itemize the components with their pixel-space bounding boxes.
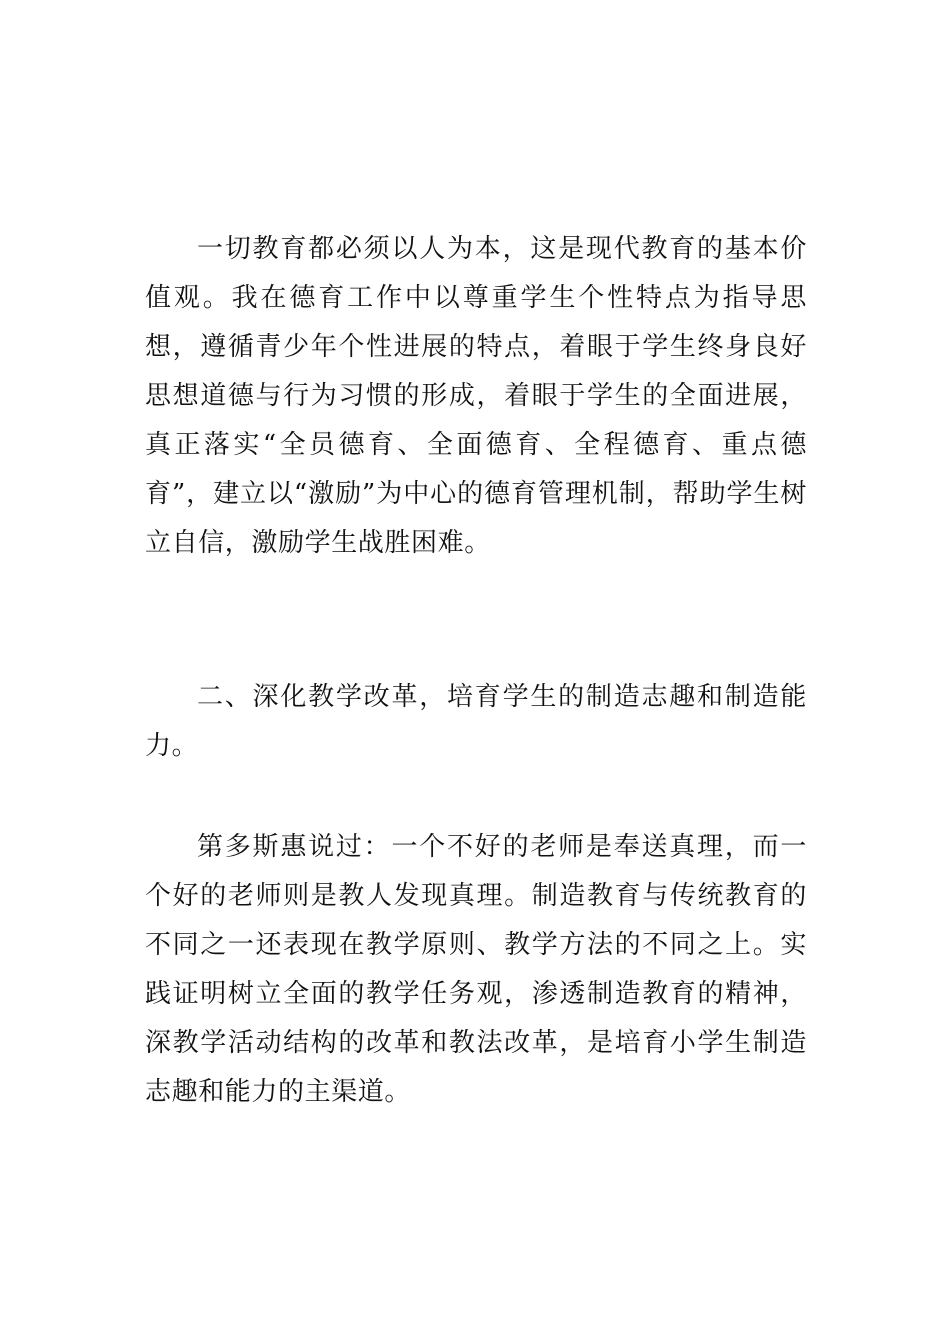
section-heading-teaching-reform: 二、深化教学改革，培育学生的制造志趣和制造能力。: [145, 682, 807, 761]
paragraph-teaching-methods: 第多斯惠说过：一个不好的老师是奉送真理，而一个好的老师则是教人发现真理。制造教育与传统教育的不同之一还表现在教学原则、教学方法的不同之上。实践证明树立全面的教学任务观，渗透制造教育的精神，深教学活动结构的改革和教法改革，是培育小学生制造志趣和能力的主渠道。: [145, 832, 807, 1107]
paragraph-moral-education: 一切教育都必须以人为本，这是现代教育的基本价值观。我在德育工作中以尊重学生个性特点为指导思想，遵循青少年个性进展的特点，着眼于学生终身良好思想道德与行为习惯的形成，着眼于学生的全面进展，真正落实“全员德育、全面德育、全程德育、重点德育”，建立以“激励”为中心的德育管理机制，帮助学生树立自信，激励学生战胜困难。: [145, 234, 807, 558]
